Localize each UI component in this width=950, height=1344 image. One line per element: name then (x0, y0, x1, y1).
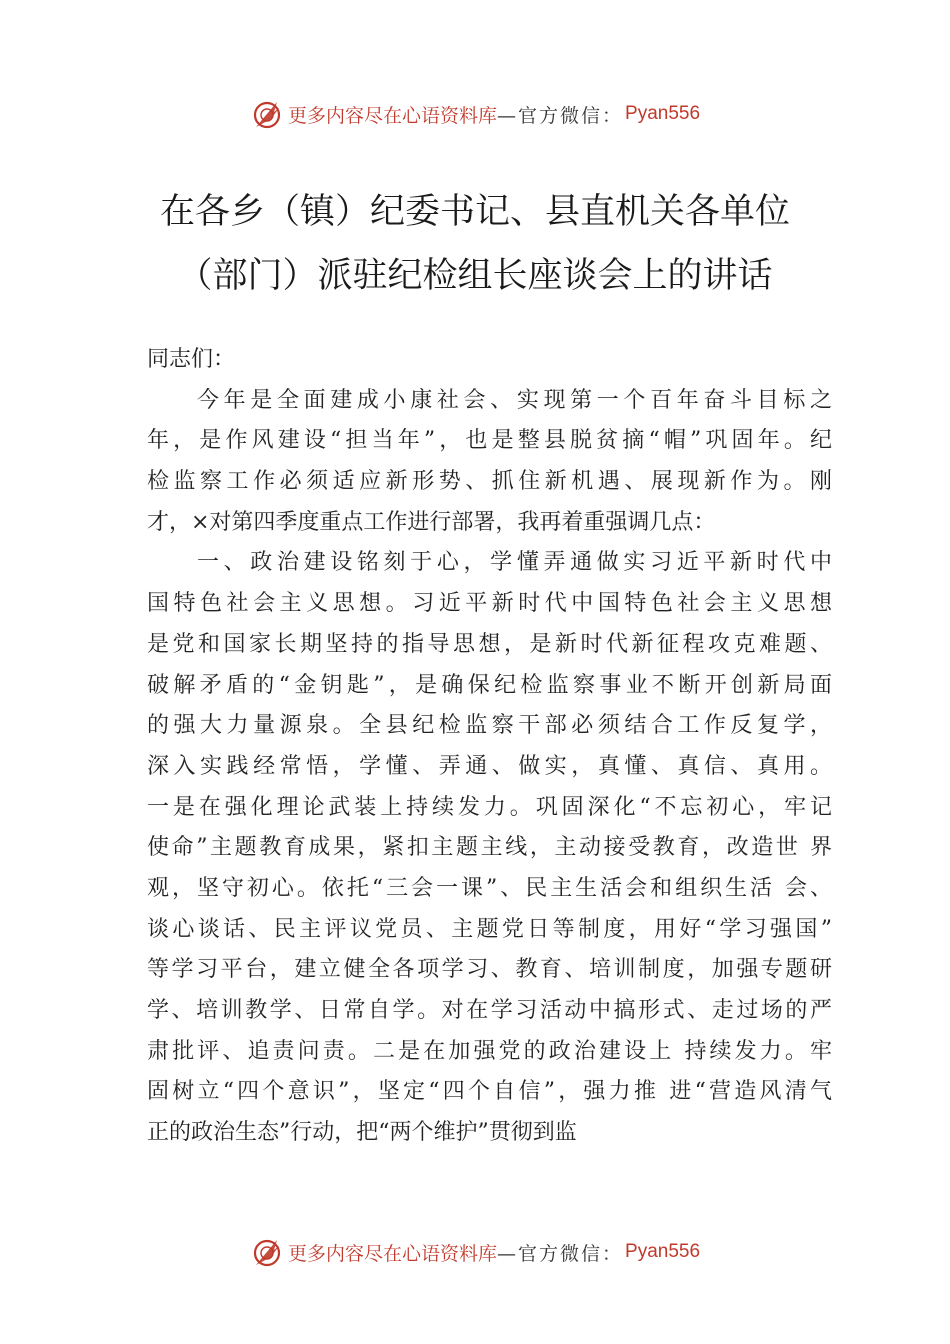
body-line: 年，是作风建设“担当年”，也是整县脱贫摘“帽”巩固年。纪 (147, 428, 832, 454)
body-line: 今年是全面建成小康社会、实现第一个百年奋斗目标之 (197, 387, 832, 413)
body-line: 国特色社会主义思想。习近平新时代中国特色社会主义思想 (147, 591, 832, 617)
body-line: 才，×对第四季度重点工作进行部署，我再着重强调几点： (147, 509, 716, 535)
body-line: 是党和国家长期坚持的指导思想，是新时代新征程攻克难题、 (147, 631, 832, 657)
document-title (0, 180, 950, 308)
body-line: 使命”主题教育成果，紧扣主题主线，主动接受教育，改造世 界 (147, 835, 832, 861)
body-line: 一、政治建设铭刻于心，学懂弄通做实习近平新时代中 (197, 550, 832, 576)
title-line: （部门）派驻纪检组长座谈会上的讲话 (177, 256, 773, 296)
banner-wechat-label: —官方微信： (497, 1242, 624, 1265)
body-line: 肃批评、追责问责。二是在加强党的政治建设上 持续发力。牢 (147, 1038, 832, 1064)
body-line: 破解矛盾的“金钥匙”，是确保纪检监察事业不断开创新局面 (147, 672, 832, 698)
header-banner (0, 94, 950, 134)
banner-wechat-label: —官方微信： (497, 104, 624, 127)
body-line: 观，坚守初心。依托“三会一课”、民主生活会和组织生活 会、 (147, 875, 832, 901)
body-line: 一是在强化理论武装上持续发力。巩固深化“不忘初心，牢记 (147, 794, 832, 820)
banner-text-prefix: 更多内容尽在 (287, 104, 402, 127)
body-line: 正的政治生态”行动，把“两个维护”贯彻到监 (147, 1120, 577, 1146)
salutation: 同志们： (147, 347, 236, 372)
body-line: 检监察工作必须适应新形势、抓住新机遇、展现新作为。刚 (147, 469, 832, 495)
banner-brand: 心语资料库 (401, 1242, 497, 1265)
banner-text-prefix: 更多内容尽在 (287, 1242, 402, 1265)
title-line: 在各乡（镇）纪委书记、县直机关各单位 (159, 192, 790, 232)
feather-logo-icon (250, 97, 284, 131)
body-line: 谈心谈话、民主评议党员、主题党日等制度，用好“学习强国” (147, 916, 832, 942)
document-body (147, 340, 832, 1154)
banner-brand: 心语资料库 (401, 104, 497, 127)
body-line: 等学习平台，建立健全各项学习、教育、培训制度，加强专题研 (147, 957, 832, 983)
feather-logo-icon (250, 1235, 284, 1269)
footer-banner (0, 1232, 950, 1272)
body-line: 学、培训教学、日常自学。对在学习活动中搞形式、走过场的严 (147, 998, 832, 1023)
body-line: 深入实践经常悟，学懂、弄通、做实，真懂、真信、真用。 (147, 753, 832, 779)
body-line: 固树立“四个意识”，坚定“四个自信”，强力推 进“营造风清气 (147, 1079, 832, 1105)
banner-wechat-id: Pyan556 (625, 103, 701, 124)
banner-wechat-id: Pyan556 (625, 1241, 701, 1262)
body-line: 的强大力量源泉。全县纪检监察干部必须结合工作反复学， (147, 713, 832, 739)
